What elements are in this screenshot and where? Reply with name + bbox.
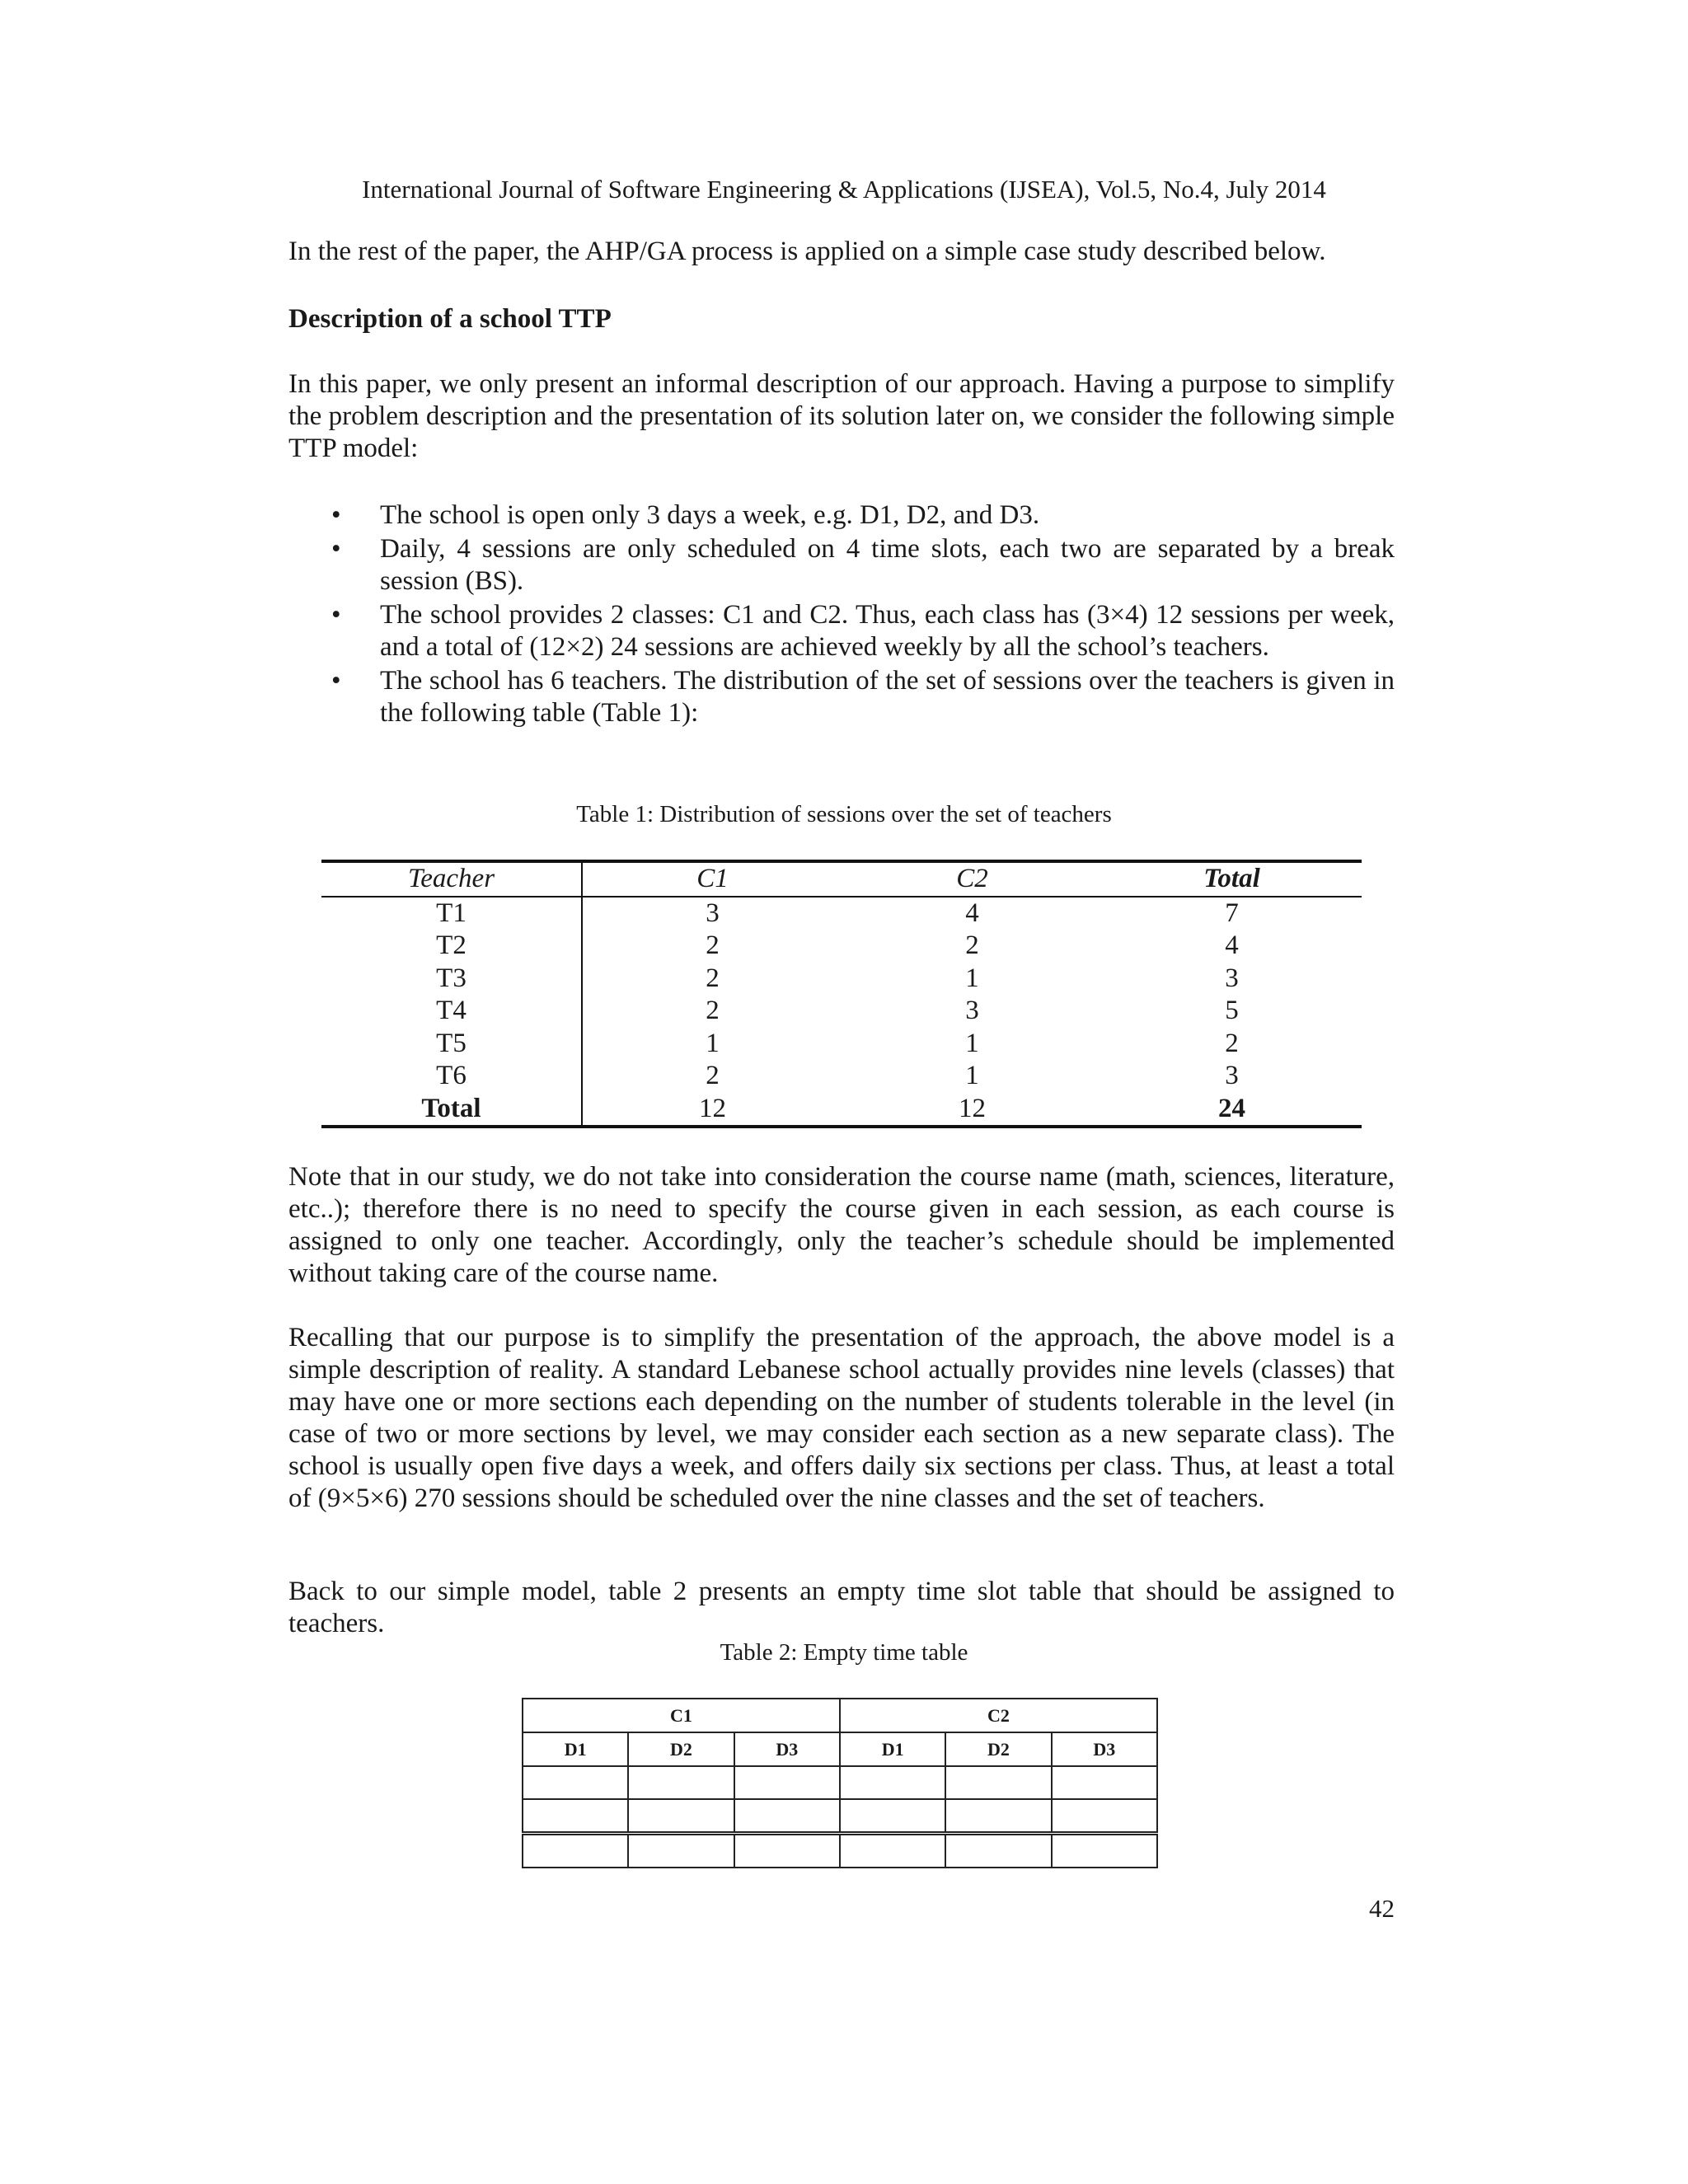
table1-caption: Table 1: Distribution of sessions over the set of teachers [576, 801, 1112, 827]
table-cell: T5 [321, 1028, 582, 1061]
table-cell [840, 1799, 945, 1834]
table-cell: 3 [1225, 1061, 1239, 1090]
bullet-list [288, 499, 1395, 731]
column-header: C1 [696, 864, 729, 893]
table-header-row [321, 861, 1362, 897]
table-cell: T1 [321, 897, 582, 930]
table-cell: T4 [321, 995, 582, 1028]
table-cell: 12 [699, 1093, 726, 1123]
list-item: • The school is open only 3 days a week, e.g. D1, D2, and D3. [331, 500, 1040, 530]
column-header: Total [1203, 864, 1260, 893]
table-cell: 5 [1225, 996, 1239, 1025]
column-header: C2 [956, 864, 988, 893]
table-cell: T2 [321, 930, 582, 963]
column-header: C1 [523, 1699, 840, 1732]
table-cell [1052, 1799, 1157, 1834]
table-cell: 2 [706, 1061, 720, 1090]
table-cell [945, 1834, 1051, 1868]
table-cell [1052, 1834, 1157, 1868]
page-number: 42 [1369, 1894, 1395, 1923]
table-cell: 3 [706, 898, 720, 928]
table-cell: 1 [706, 1028, 720, 1058]
table-cell: 1 [965, 1061, 979, 1090]
column-header: D2 [628, 1732, 734, 1766]
paragraph-3: Recalling that our purpose is to simplify the presentation of the approach, the above model is a simple description of reality. A standard Lebanese school actually provides nine levels (classes) that may have one or more sections each depending on the number of students tolerable in the level (in case of two or more sections by level, we may consider each section as a new separate class). The school is usually open five days a week, and offers daily six sections per class. Thus, at least a total of (9×5×6) 270 sessions should be scheduled over the nine classes and the set of teachers. [288, 1323, 1395, 1513]
table-row [523, 1834, 1157, 1868]
table-cell [523, 1799, 628, 1834]
table-cell: 2 [1225, 1028, 1239, 1058]
table-total-row [321, 1093, 1362, 1127]
table2-caption: Table 2: Empty time table [720, 1639, 968, 1666]
table-cell: 4 [1225, 930, 1239, 960]
table-header-row [523, 1699, 1157, 1732]
column-header: D1 [840, 1732, 945, 1766]
table-cell: 12 [959, 1093, 986, 1123]
bullet-icon: • [331, 600, 341, 630]
table-cell: 2 [706, 996, 720, 1025]
table-cell [734, 1766, 840, 1799]
table-row [321, 1060, 1362, 1093]
table-cell [1052, 1766, 1157, 1799]
table-cell [523, 1766, 628, 1799]
table-cell: 2 [706, 963, 720, 993]
table-row [321, 963, 1362, 996]
table-cell [628, 1799, 734, 1834]
table-cell [628, 1766, 734, 1799]
table-cell [734, 1799, 840, 1834]
running-header: International Journal of Software Engineering & Applications (IJSEA), Vol.5, No.4, July 2014 [362, 175, 1326, 204]
table-cell [945, 1766, 1051, 1799]
paragraph-2: Note that in our study, we do not take into consideration the course name (math, sciences, literature, etc..); therefore there is no need to specify the course given in each session, as each course is assigned to only one teacher. Accordingly, only the teacher’s schedule should be implemented without taking care of the course name. [288, 1162, 1395, 1288]
table-cell [840, 1834, 945, 1868]
table-cell [945, 1799, 1051, 1834]
table-cell [523, 1834, 628, 1868]
list-item: • The school provides 2 classes: C1 and C2. Thus, each class has (3×4) 12 sessions per week, and a total of (12×2) 24 sessions are achieved weekly by all the school’s teachers. [331, 600, 1395, 662]
table-row [321, 1028, 1362, 1061]
table-cell: T6 [321, 1060, 582, 1093]
table-cell: 3 [1225, 963, 1239, 993]
column-header: Teacher [321, 861, 582, 897]
table-cell: Total [321, 1093, 582, 1127]
list-item: • The school has 6 teachers. The distribution of the set of sessions over the teachers is given in the following table (Table 1): [331, 666, 1395, 728]
column-header: C2 [840, 1699, 1157, 1732]
table1 [321, 860, 1362, 1128]
bullet-icon: • [331, 666, 341, 696]
table-row [523, 1799, 1157, 1834]
table-row [321, 995, 1362, 1028]
table-cell [628, 1834, 734, 1868]
table-cell: 7 [1225, 898, 1239, 928]
table-header-row [523, 1732, 1157, 1766]
table2 [522, 1698, 1158, 1868]
table-cell: 2 [965, 930, 979, 960]
intro-paragraph: In the rest of the paper, the AHP/GA process is applied on a simple case study described below. [288, 237, 1326, 266]
table-row [321, 897, 1362, 930]
table-cell [840, 1766, 945, 1799]
table-cell: 1 [965, 1028, 979, 1058]
column-header: D3 [1052, 1732, 1157, 1766]
paragraph-1: In this paper, we only present an informal description of our approach. Having a purpose to simplify the problem description and the presentation of its solution later on, we consider the following simple TTP model: [288, 369, 1395, 463]
section-heading: Description of a school TTP [288, 304, 612, 334]
table-cell: 1 [965, 963, 979, 993]
table-cell: T3 [321, 963, 582, 996]
table-row [321, 930, 1362, 963]
table-row [523, 1766, 1157, 1799]
table-cell [734, 1834, 840, 1868]
paragraph-4: Back to our simple model, table 2 presents an empty time slot table that should be assigned to teachers. [288, 1577, 1395, 1638]
column-header: D3 [734, 1732, 840, 1766]
table-cell: 2 [706, 930, 720, 960]
table-cell: 4 [965, 898, 979, 928]
column-header: D1 [523, 1732, 628, 1766]
bullet-icon: • [331, 500, 341, 530]
column-header: D2 [945, 1732, 1051, 1766]
table-cell: 24 [1218, 1093, 1245, 1123]
bullet-icon: • [331, 534, 341, 564]
list-item: • Daily, 4 sessions are only scheduled on 4 time slots, each two are separated by a break session (BS). [331, 534, 1395, 596]
table-cell: 3 [965, 996, 979, 1025]
